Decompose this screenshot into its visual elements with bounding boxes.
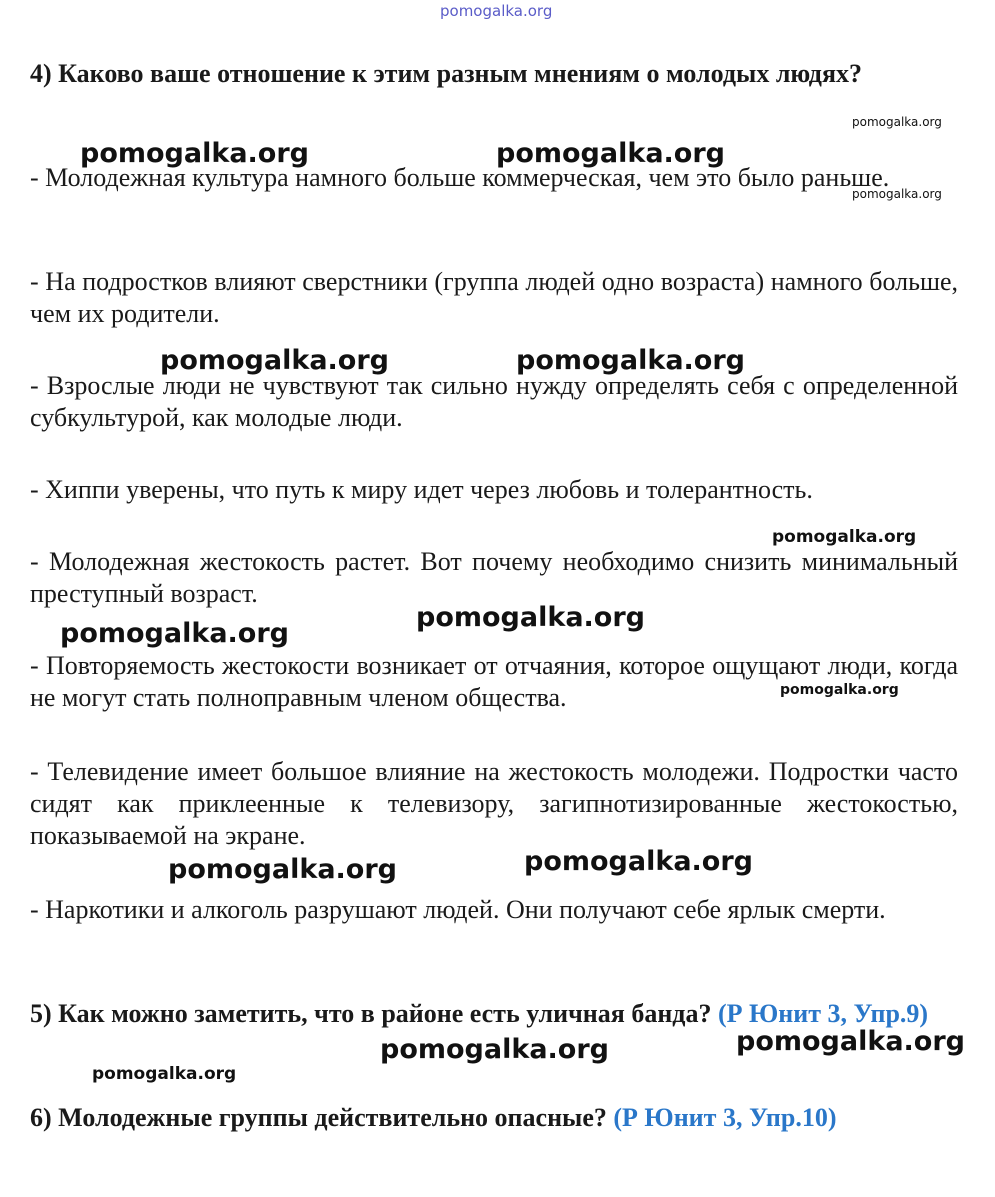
question-number: 4) bbox=[30, 59, 52, 88]
question-number: 5) bbox=[30, 999, 52, 1028]
header-watermark: pomogalka.org bbox=[440, 2, 553, 20]
answer-item: - Молодежная жестокость растет. Вот почему необходимо снизить минимальный преступный возраст. bbox=[30, 547, 958, 608]
question-text: Молодежные группы действительно опасные? bbox=[58, 1103, 607, 1132]
answer-item: - Молодежная культура намного больше коммерческая, чем это было раньше. bbox=[30, 163, 890, 192]
answer-item: - Повторяемость жестокости возникает от отчаяния, которое ощущают люди, когда не могут стать полноправным членом общества. bbox=[30, 651, 958, 712]
answer-item: - Наркотики и алкоголь разрушают людей. Они получают себе ярлык смерти. bbox=[30, 895, 886, 924]
answer-item: - Хиппи уверены, что путь к миру идет через любовь и толерантность. bbox=[30, 475, 813, 504]
question-6 bbox=[30, 1102, 958, 1134]
answer-item: - На подростков влияют сверстники (группа людей одно возраста) намного больше, чем их родители. bbox=[30, 267, 958, 328]
question-number: 6) bbox=[30, 1103, 52, 1132]
question-4 bbox=[30, 58, 958, 90]
textbook-reference: (Р Юнит 3, Упр.10) bbox=[613, 1103, 837, 1132]
question-text: Каково ваше отношение к этим разным мнениям о молодых людях? bbox=[58, 59, 863, 88]
answer-item: - Взрослые люди не чувствуют так сильно нужду определять себя с определенной субкультурой, как молодые люди. bbox=[30, 371, 958, 432]
watermark: pomogalka.org bbox=[772, 527, 917, 547]
watermark: pomogalka.org bbox=[80, 138, 309, 169]
textbook-reference: (Р Юнит 3, Упр.9) bbox=[717, 999, 929, 1028]
watermark: pomogalka.org bbox=[736, 1026, 965, 1057]
answer-item: - Телевидение имеет большое влияние на жестокость молодежи. Подростки часто сидят как приклеенные к телевизору, загипнотизированные жестокостью, показываемой на экране. bbox=[30, 757, 958, 850]
watermark: pomogalka.org bbox=[516, 345, 745, 376]
watermark: pomogalka.org bbox=[60, 618, 289, 649]
watermark: pomogalka.org bbox=[416, 602, 645, 633]
watermark: pomogalka.org bbox=[852, 115, 942, 129]
watermark: pomogalka.org bbox=[168, 854, 397, 885]
watermark: pomogalka.org bbox=[160, 345, 389, 376]
question-text: Как можно заметить, что в районе есть уличная банда? bbox=[58, 999, 712, 1028]
watermark: pomogalka.org bbox=[496, 138, 725, 169]
watermark: pomogalka.org bbox=[524, 846, 753, 877]
watermark: pomogalka.org bbox=[852, 187, 942, 201]
watermark: pomogalka.org bbox=[380, 1034, 609, 1065]
watermark: pomogalka.org bbox=[92, 1064, 237, 1084]
watermark: pomogalka.org bbox=[780, 682, 899, 698]
